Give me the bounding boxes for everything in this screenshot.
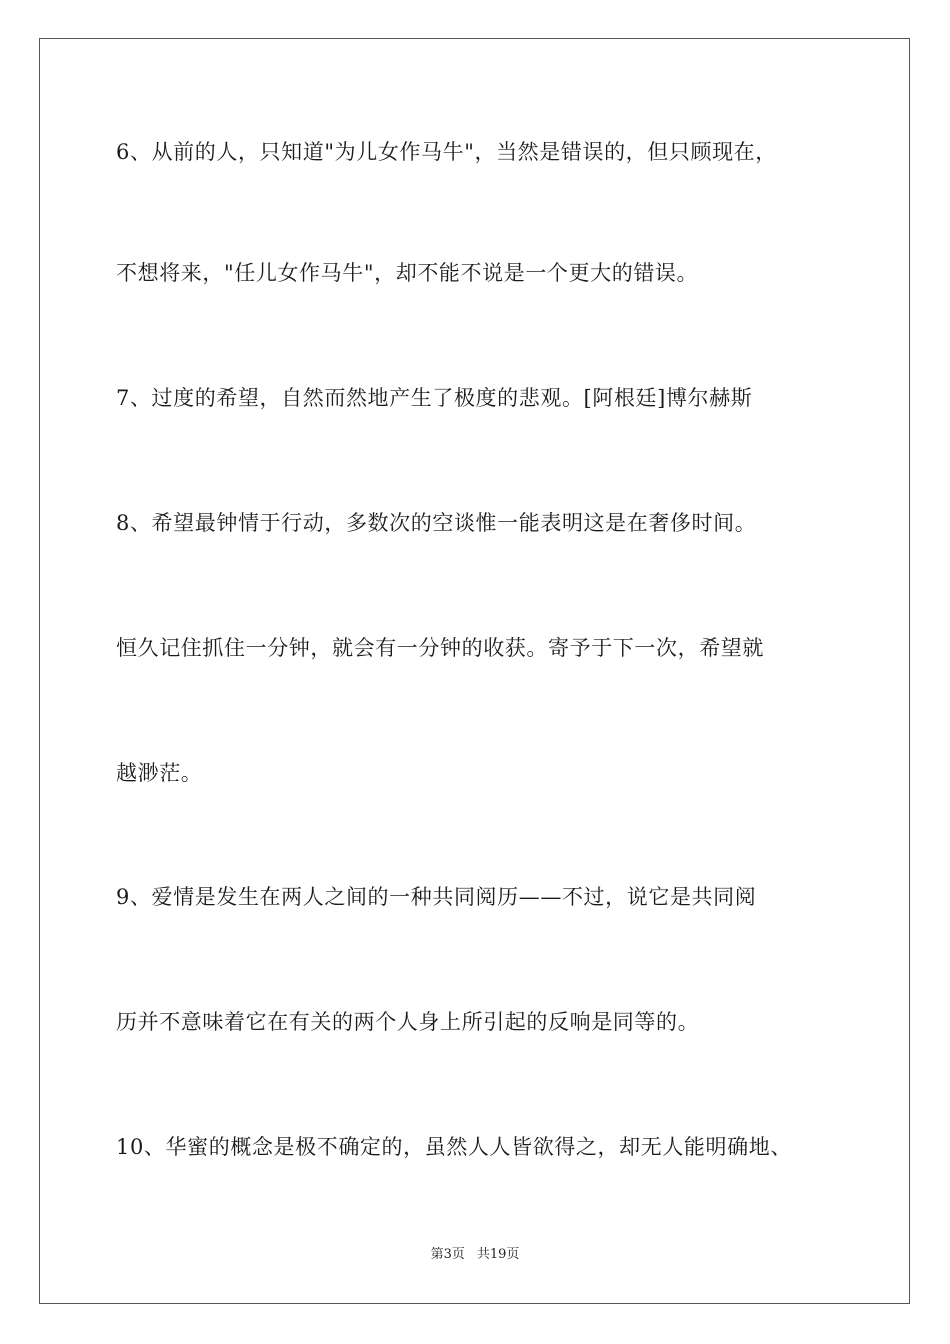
page-number: 第3页 [430,1247,465,1262]
page-border [39,38,910,1304]
text-line-7: 9、爱情是发生在两人之间的一种共同阅历——不过，说它是共同阅 [116,885,757,909]
text-line-5: 恒久记住抓住一分钟，就会有一分钟的收获。寄予于下一次，希望就 [116,636,764,660]
page-footer [0,1246,950,1264]
page-total: 共19页 [476,1247,520,1262]
text-line-9: 10、华蜜的概念是极不确定的，虽然人人皆欲得之，却无人能明确地、 [116,1135,792,1159]
text-line-8: 历并不意味着它在有关的两个人身上所引起的反响是同等的。 [116,1010,700,1034]
text-line-6: 越渺茫。 [116,761,203,785]
text-line-4: 8、希望最钟情于行动，多数次的空谈惟一能表明这是在奢侈时间。 [116,511,757,535]
text-line-3: 7、过度的希望，自然而然地产生了极度的悲观。[阿根廷]博尔赫斯 [116,386,753,410]
text-line-2: 不想将来，"任儿女作马牛"，却不能不说是一个更大的错误。 [116,261,699,285]
text-line-1: 6、从前的人，只知道"为儿女作马牛"，当然是错误的，但只顾现在， [116,140,777,164]
